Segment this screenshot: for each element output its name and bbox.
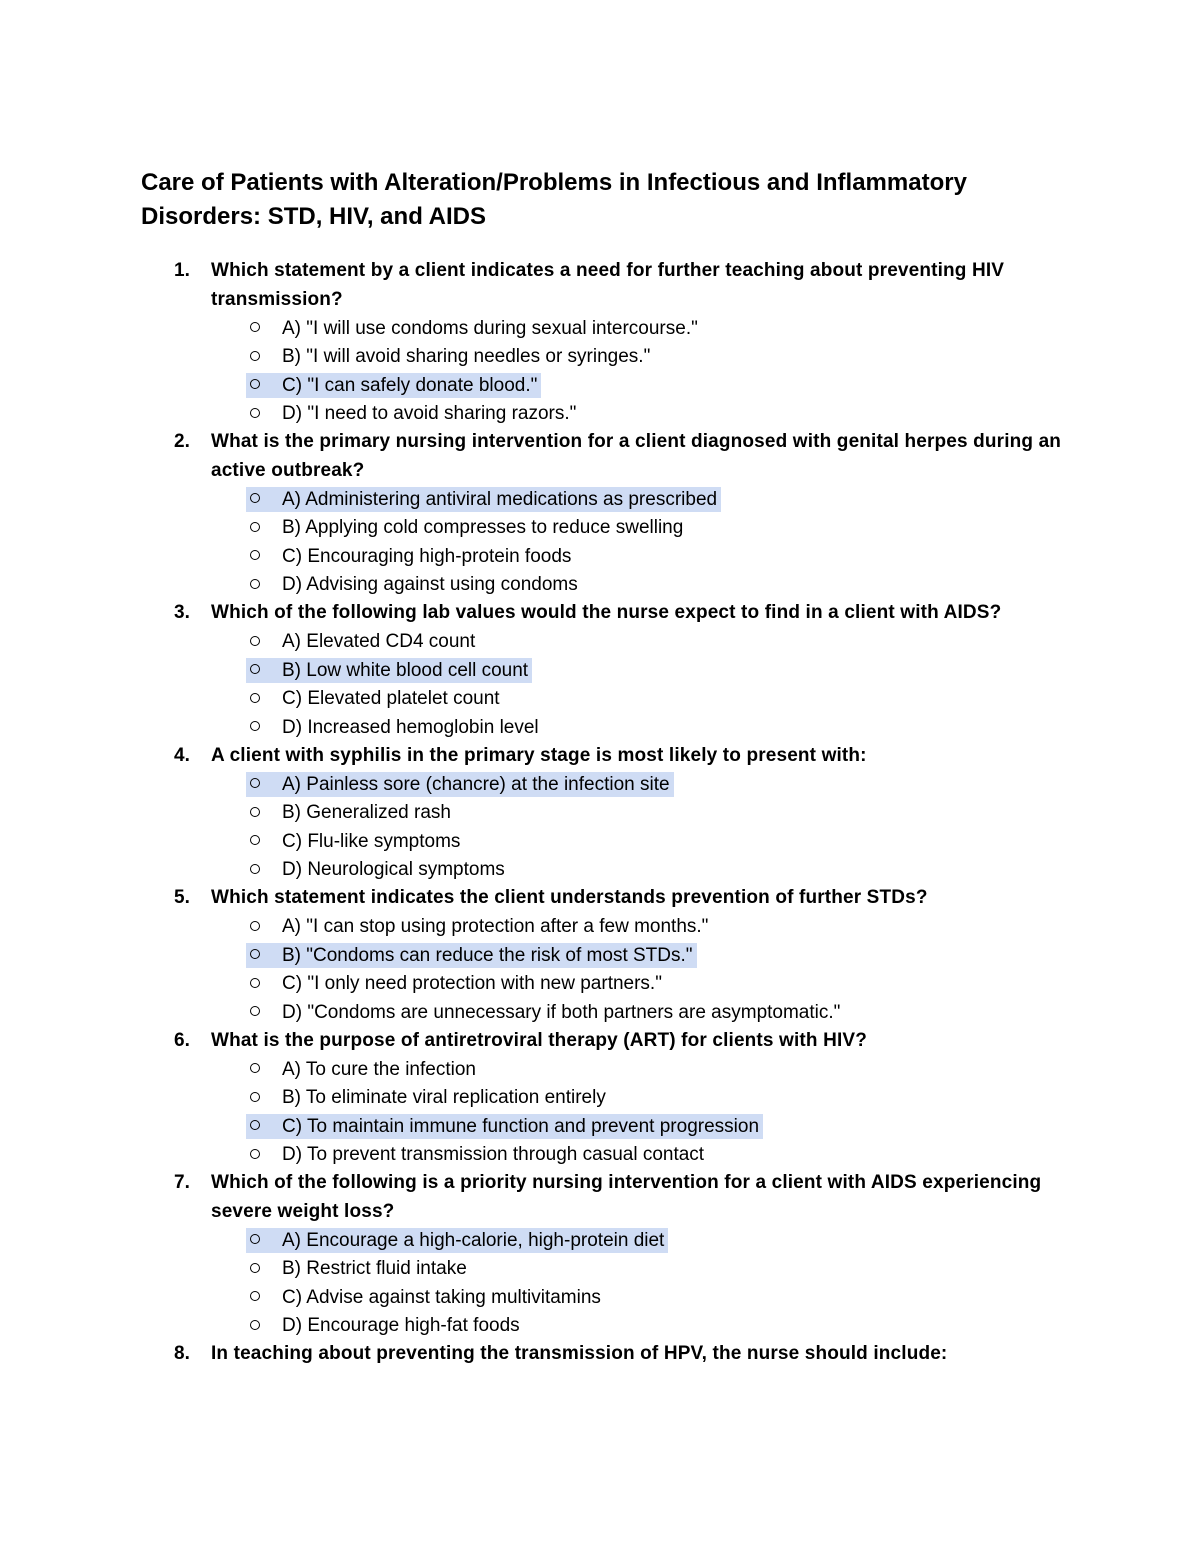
answer-option-text: B) "I will avoid sharing needles or syringes." bbox=[282, 346, 651, 368]
hollow-circle-icon bbox=[250, 921, 260, 931]
answer-option-row bbox=[246, 857, 509, 882]
hollow-circle-icon bbox=[250, 978, 260, 988]
answer-option-text: A) Encourage a high-calorie, high-protein diet bbox=[282, 1229, 665, 1251]
answer-option bbox=[0, 1084, 1200, 1113]
answer-option bbox=[0, 343, 1200, 372]
highlighted-answer bbox=[246, 1114, 763, 1139]
answer-option bbox=[0, 542, 1200, 571]
option-list bbox=[0, 628, 1200, 742]
answer-option-text: C) To maintain immune function and prevent progression bbox=[282, 1115, 760, 1137]
answer-option-row bbox=[246, 515, 687, 540]
question-text: A client with syphilis in the primary stage is most likely to present with: bbox=[211, 744, 867, 766]
answer-option-text: D) Increased hemoglobin level bbox=[282, 716, 539, 738]
hollow-circle-icon bbox=[250, 949, 260, 959]
question-item bbox=[0, 599, 1200, 742]
answer-option bbox=[0, 514, 1200, 543]
hollow-circle-icon bbox=[250, 1120, 260, 1130]
highlighted-answer bbox=[246, 658, 532, 683]
option-list bbox=[0, 1226, 1200, 1340]
question-item bbox=[0, 884, 1200, 1027]
answer-option-row bbox=[246, 971, 666, 996]
answer-option-row bbox=[246, 1057, 480, 1082]
answer-option-text: B) "Condoms can reduce the risk of most STDs." bbox=[282, 944, 693, 966]
answer-option bbox=[0, 571, 1200, 600]
answer-option bbox=[0, 827, 1200, 856]
answer-option bbox=[0, 656, 1200, 685]
question-number: 1. bbox=[174, 260, 190, 281]
answer-option bbox=[0, 1255, 1200, 1284]
question-text: In teaching about preventing the transmission of HPV, the nurse should include: bbox=[211, 1343, 948, 1364]
answer-option bbox=[0, 770, 1200, 799]
answer-option-row bbox=[246, 1256, 471, 1281]
answer-option-row bbox=[246, 401, 580, 426]
answer-option-row bbox=[246, 572, 582, 597]
highlighted-answer bbox=[246, 772, 674, 797]
hollow-circle-icon bbox=[250, 322, 260, 332]
question-number: 3. bbox=[174, 602, 190, 623]
hollow-circle-icon bbox=[250, 1263, 260, 1273]
answer-option-text: C) Flu-like symptoms bbox=[282, 830, 461, 852]
hollow-circle-icon bbox=[250, 1234, 260, 1244]
question-text: Which of the following is a priority nursing intervention for a client with AIDS experiencing severe weight loss? bbox=[211, 1172, 1042, 1222]
answer-option-text: A) "I will use condoms during sexual intercourse." bbox=[282, 317, 698, 339]
answer-option-row bbox=[246, 829, 464, 854]
highlighted-answer bbox=[246, 373, 541, 398]
question-text: What is the purpose of antiretroviral therapy (ART) for clients with HIV? bbox=[211, 1029, 867, 1051]
answer-option-row bbox=[246, 1285, 605, 1310]
hollow-circle-icon bbox=[250, 408, 260, 418]
question-text: Which statement by a client indicates a need for further teaching about preventing HIV transmission? bbox=[211, 260, 1005, 310]
answer-option-text: D) "Condoms are unnecessary if both partners are asymptomatic." bbox=[282, 1001, 841, 1023]
highlighted-answer bbox=[246, 487, 721, 512]
answer-option-row bbox=[246, 914, 712, 939]
answer-option-text: B) Generalized rash bbox=[282, 802, 451, 824]
answer-option-row bbox=[246, 1313, 524, 1338]
answer-option bbox=[0, 970, 1200, 999]
answer-option-row bbox=[246, 800, 455, 825]
answer-option bbox=[0, 1112, 1200, 1141]
hollow-circle-icon bbox=[250, 1092, 260, 1102]
answer-option-text: B) Restrict fluid intake bbox=[282, 1258, 467, 1280]
answer-option bbox=[0, 1283, 1200, 1312]
hollow-circle-icon bbox=[250, 1006, 260, 1016]
question-item bbox=[0, 1340, 1200, 1369]
hollow-circle-icon bbox=[250, 1063, 260, 1073]
answer-option bbox=[0, 314, 1200, 343]
document-title: Care of Patients with Alteration/Problems in Infectious and Inflammatory Disorders: STD, HIV, and AIDS bbox=[141, 169, 967, 230]
answer-option-text: A) Painless sore (chancre) at the infection site bbox=[282, 773, 670, 795]
hollow-circle-icon bbox=[250, 1291, 260, 1301]
highlighted-answer bbox=[246, 1228, 668, 1253]
hollow-circle-icon bbox=[250, 493, 260, 503]
hollow-circle-icon bbox=[250, 835, 260, 845]
hollow-circle-icon bbox=[250, 778, 260, 788]
answer-option bbox=[0, 628, 1200, 657]
answer-option bbox=[0, 1226, 1200, 1255]
hollow-circle-icon bbox=[250, 636, 260, 646]
question-number: 8. bbox=[174, 1343, 190, 1364]
answer-option-row bbox=[246, 316, 702, 341]
answer-option bbox=[0, 1312, 1200, 1341]
answer-option-row bbox=[246, 629, 479, 654]
question-text: Which of the following lab values would the nurse expect to find in a client with AIDS? bbox=[211, 602, 1002, 623]
question-item bbox=[0, 1027, 1200, 1170]
hollow-circle-icon bbox=[250, 550, 260, 560]
highlighted-answer bbox=[246, 943, 697, 968]
answer-option-text: D) To prevent transmission through casual contact bbox=[282, 1144, 705, 1166]
hollow-circle-icon bbox=[250, 721, 260, 731]
answer-option-row bbox=[246, 1000, 844, 1025]
answer-option-text: C) Elevated platelet count bbox=[282, 688, 500, 710]
answer-option bbox=[0, 913, 1200, 942]
question-number: 2. bbox=[174, 431, 190, 452]
question-number: 7. bbox=[174, 1172, 190, 1193]
answer-option-row bbox=[246, 344, 654, 369]
answer-option-row bbox=[246, 544, 575, 569]
question-item bbox=[0, 742, 1200, 885]
answer-option-text: D) Advising against using condoms bbox=[282, 574, 578, 596]
answer-option-text: C) Advise against taking multivitamins bbox=[282, 1286, 601, 1308]
question-number: 6. bbox=[174, 1029, 190, 1051]
option-list bbox=[0, 770, 1200, 884]
hollow-circle-icon bbox=[250, 379, 260, 389]
answer-option-text: B) To eliminate viral replication entirely bbox=[282, 1087, 606, 1109]
question-list bbox=[0, 257, 1200, 1369]
answer-option bbox=[0, 1141, 1200, 1170]
answer-option-text: C) "I can safely donate blood." bbox=[282, 374, 538, 396]
question-text: Which statement indicates the client understands prevention of further STDs? bbox=[211, 887, 928, 908]
answer-option bbox=[0, 1055, 1200, 1084]
hollow-circle-icon bbox=[250, 1320, 260, 1330]
hollow-circle-icon bbox=[250, 1149, 260, 1159]
hollow-circle-icon bbox=[250, 864, 260, 874]
answer-option bbox=[0, 371, 1200, 400]
answer-option-text: B) Low white blood cell count bbox=[282, 659, 529, 681]
answer-option-text: C) "I only need protection with new partners." bbox=[282, 973, 662, 995]
answer-option bbox=[0, 713, 1200, 742]
answer-option bbox=[0, 856, 1200, 885]
answer-option bbox=[0, 400, 1200, 429]
option-list bbox=[0, 485, 1200, 599]
hollow-circle-icon bbox=[250, 522, 260, 532]
answer-option-row bbox=[246, 1142, 708, 1167]
answer-option-text: C) Encouraging high-protein foods bbox=[282, 545, 572, 567]
option-list bbox=[0, 913, 1200, 1027]
question-number: 4. bbox=[174, 744, 190, 766]
hollow-circle-icon bbox=[250, 807, 260, 817]
question-number: 5. bbox=[174, 887, 190, 908]
answer-option-text: D) Neurological symptoms bbox=[282, 859, 505, 881]
hollow-circle-icon bbox=[250, 664, 260, 674]
answer-option-text: B) Applying cold compresses to reduce swelling bbox=[282, 517, 684, 539]
answer-option bbox=[0, 485, 1200, 514]
answer-option bbox=[0, 799, 1200, 828]
answer-option-text: A) Elevated CD4 count bbox=[282, 631, 476, 653]
answer-option-row bbox=[246, 686, 504, 711]
answer-option-text: D) Encourage high-fat foods bbox=[282, 1315, 520, 1337]
hollow-circle-icon bbox=[250, 351, 260, 361]
hollow-circle-icon bbox=[250, 579, 260, 589]
option-list bbox=[0, 1055, 1200, 1169]
answer-option bbox=[0, 941, 1200, 970]
answer-option-text: A) "I can stop using protection after a few months." bbox=[282, 916, 709, 938]
question-item bbox=[0, 428, 1200, 599]
question-item bbox=[0, 257, 1200, 428]
answer-option-text: A) Administering antiviral medications as prescribed bbox=[282, 488, 718, 510]
answer-option bbox=[0, 685, 1200, 714]
hollow-circle-icon bbox=[250, 693, 260, 703]
answer-option-row bbox=[246, 715, 543, 740]
question-text: What is the primary nursing intervention for a client diagnosed with genital herpes during an active outbreak? bbox=[211, 431, 1062, 481]
question-item bbox=[0, 1169, 1200, 1340]
answer-option bbox=[0, 998, 1200, 1027]
answer-option-row bbox=[246, 1085, 610, 1110]
answer-option-text: D) "I need to avoid sharing razors." bbox=[282, 403, 577, 425]
option-list bbox=[0, 314, 1200, 428]
answer-option-text: A) To cure the infection bbox=[282, 1058, 476, 1080]
